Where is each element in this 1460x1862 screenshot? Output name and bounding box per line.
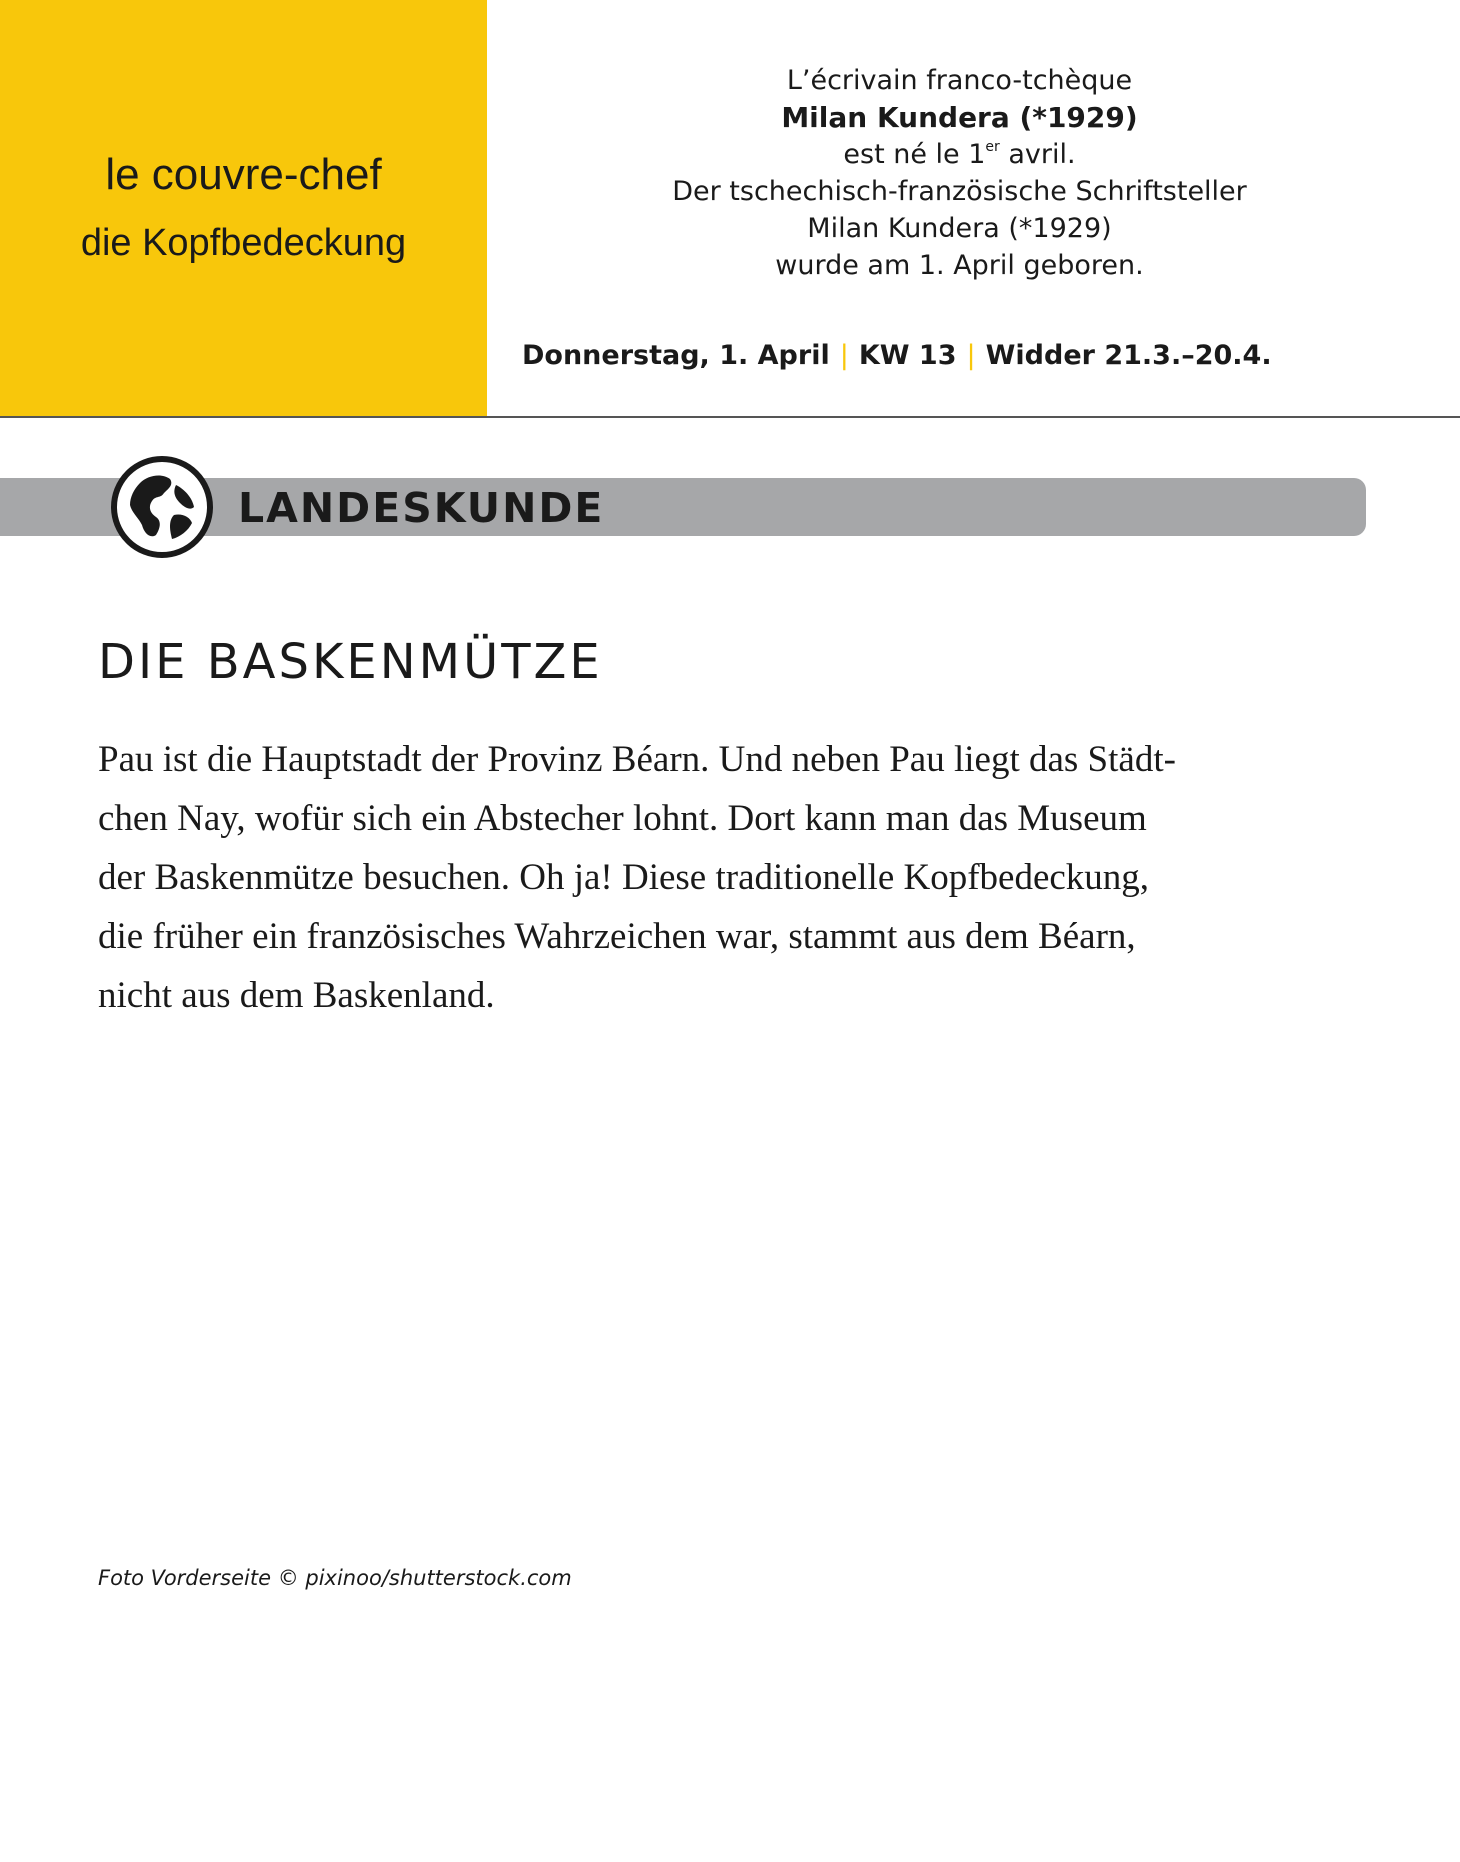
header-divider [0,416,1460,418]
article-line: chen Nay, wofür sich ein Abstecher lohnt. Dort kann man das Museum [98,798,1147,839]
birthday-note [487,62,1432,284]
article-line: der Baskenmütze besuchen. Oh ja! Diese traditionelle Kopfbedeckung, [98,857,1150,898]
photo-credit: Foto Vorderseite © pixinoo/shutterstock.com [98,1566,572,1590]
fr-line-3-pre: est né le 1 [843,139,986,170]
article-title: DIE BASKENMÜTZE [98,634,603,690]
de-line-1: Der tschechisch-französische Schriftsteller [672,176,1247,207]
dateline [522,340,1272,371]
article-line: nicht aus dem Baskenland. [98,975,495,1016]
german-translation: die Kopfbedeckung [80,222,407,264]
article-line: die früher ein französisches Wahrzeichen war, stammt aus dem Béarn, [98,916,1136,957]
date-day: Donnerstag, 1. April [522,340,830,371]
fr-line-1: L’écrivain franco-tchèque [786,65,1133,96]
article-line: Pau ist die Hauptstadt der Provinz Béarn. Und neben Pau liegt das Städt- [98,739,1176,780]
de-line-2: Milan Kundera (*1929) [807,213,1112,244]
section-label: LANDESKUNDE [238,484,605,532]
zodiac-sign: Widder 21.3.–20.4. [985,340,1272,371]
word-of-day-box [0,0,487,417]
fr-line-3-sup: er [985,139,1000,155]
globe-icon [110,455,214,559]
fr-line-2: Milan Kundera (*1929) [781,101,1138,134]
french-word: le couvre-chef [105,150,382,199]
calendar-week: KW 13 [858,340,957,371]
article-body [98,730,1328,1025]
de-line-3: wurde am 1. April geboren. [775,250,1144,281]
dateline-separator: | [966,340,976,371]
dateline-separator: | [839,340,849,371]
fr-line-3 [487,136,1432,173]
fr-line-3-post: avril. [999,139,1076,170]
